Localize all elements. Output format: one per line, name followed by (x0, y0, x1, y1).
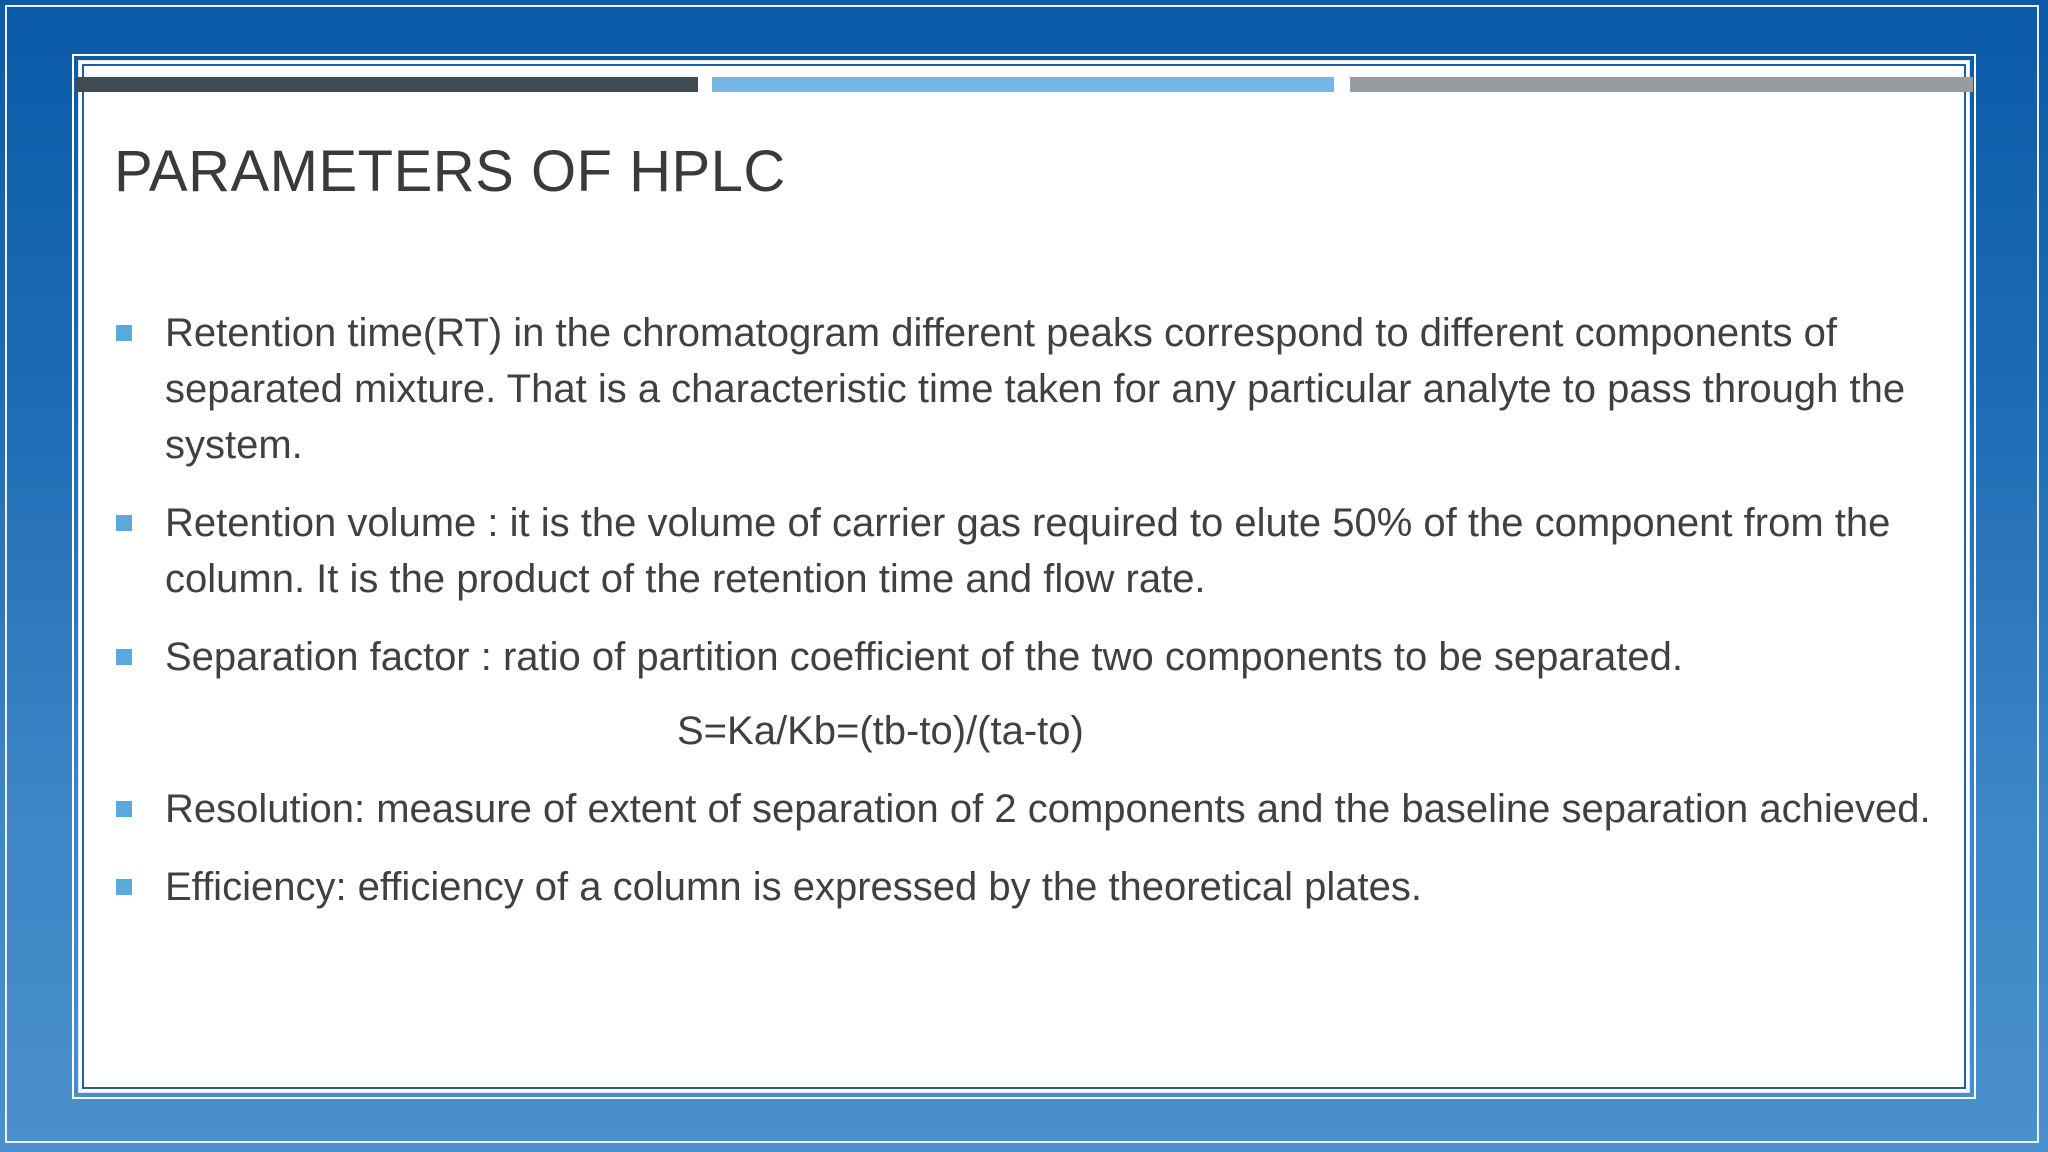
slide-title: PARAMETERS OF HPLC (114, 139, 786, 204)
bullet-resolution (114, 781, 1934, 837)
bullet-separation-factor (114, 629, 1934, 685)
bullet-text: Retention time(RT) in the chromatogram different peaks correspond to different components of separated mixture. That is a characteristic time taken for any particular analyte to pass through the system. (165, 311, 1906, 467)
bullet-efficiency (114, 859, 1934, 915)
bullet-retention-volume (114, 495, 1934, 607)
square-bullet-icon (116, 325, 132, 341)
bullet-text: Resolution: measure of extent of separation of 2 components and the baseline separation achieved. (165, 787, 1931, 831)
bullet-text: Separation factor : ratio of partition coefficient of the two components to be separated. (165, 635, 1683, 679)
accent-bar-gray (1350, 77, 1973, 92)
accent-bar-dark (75, 77, 698, 92)
bullet-retention-time (114, 305, 1934, 473)
square-bullet-icon (116, 801, 132, 817)
separation-factor-formula: S=Ka/Kb=(tb-to)/(ta-to) (677, 709, 1084, 753)
square-bullet-icon (116, 879, 132, 895)
bullet-text: Retention volume : it is the volume of carrier gas required to elute 50% of the component from the column. It is the product of the retention time and flow rate. (165, 501, 1891, 601)
bullet-list (114, 305, 1934, 937)
square-bullet-icon (116, 649, 132, 665)
accent-bar-light-blue (712, 77, 1334, 92)
square-bullet-icon (116, 515, 132, 531)
bullet-text: Efficiency: efficiency of a column is expressed by the theoretical plates. (165, 865, 1422, 909)
